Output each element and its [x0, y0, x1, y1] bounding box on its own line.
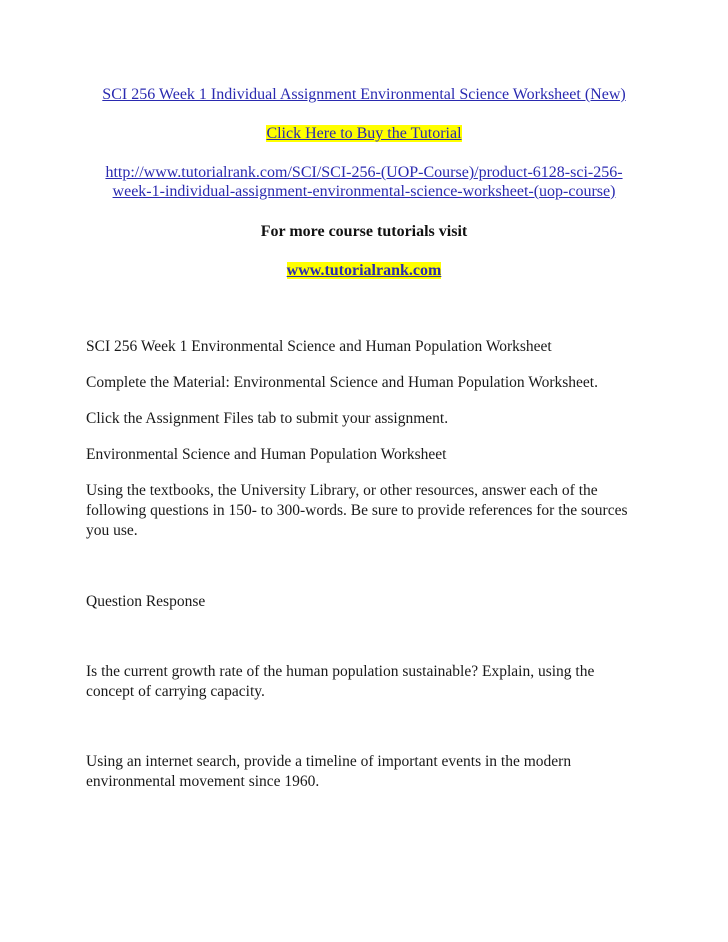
title-line: [0, 86, 728, 104]
worksheet-heading: Environmental Science and Human Population Worksheet: [86, 446, 447, 463]
worksheet-title: SCI 256 Week 1 Environmental Science and Human Population Worksheet: [86, 338, 552, 355]
buy-tutorial-link[interactable]: Click Here to Buy the Tutorial: [266, 125, 462, 142]
product-url-link-line2[interactable]: week-1-individual-assignment-environmental-science-worksheet-(uop-course): [112, 183, 616, 200]
product-url-link-line1[interactable]: http://www.tutorialrank.com/SCI/SCI-256-(UOP-Course)/product-6128-sci-256-: [105, 164, 623, 181]
more-tutorials-text: For more course tutorials visit: [260, 223, 468, 240]
instruction-complete: Complete the Material: Environmental Science and Human Population Worksheet.: [86, 374, 598, 391]
buy-line: [0, 125, 728, 143]
question-2: Using an internet search, provide a timeline of important events in the modern environmental movement since 1960.: [86, 753, 572, 790]
site-line: [0, 262, 728, 280]
title-link[interactable]: SCI 256 Week 1 Individual Assignment Environmental Science Worksheet (New): [102, 86, 626, 103]
url-block: [0, 163, 728, 201]
question-1: Is the current growth rate of the human population sustainable? Explain, using the concept of carrying capacity.: [86, 663, 595, 700]
instructions-paragraph: Using the textbooks, the University Library, or other resources, answer each of the following questions in 150- to 300-words. Be sure to provide references for the sources you use.: [86, 482, 628, 539]
table-header: Question Response: [86, 593, 206, 610]
instruction-submit: Click the Assignment Files tab to submit your assignment.: [86, 410, 449, 427]
site-link[interactable]: www.tutorialrank.com: [286, 262, 442, 279]
